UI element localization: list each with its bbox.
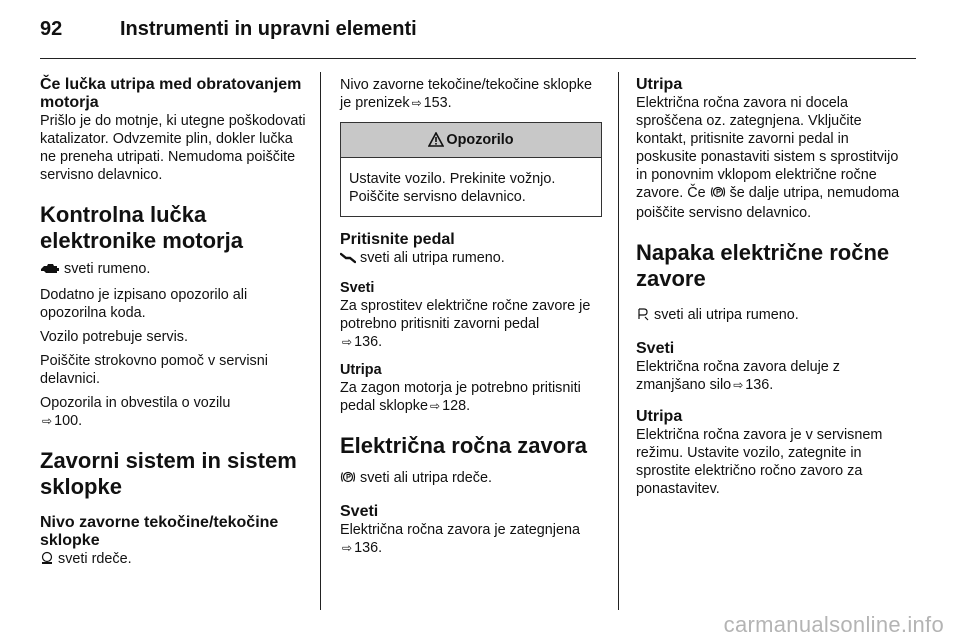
page-ref-arrow-icon: ⇨ [411, 96, 422, 110]
brake-fluid-icon [40, 551, 54, 570]
heading-electric-parking-brake: Električna ročna zavora [340, 433, 588, 458]
paragraph-not-released [636, 94, 906, 222]
heading-flashing-3: Utripa [636, 76, 683, 93]
fluid-light-text: sveti rdeče. [58, 551, 132, 567]
paragraph-service-needed: Vozilo potrebuje servis. [40, 329, 188, 345]
paragraph-seek-help: Poiščite strokovno pomoč v servisni delavnici. [40, 353, 268, 387]
park-light-line [340, 469, 606, 489]
page-number: 92 [40, 18, 63, 40]
paragraph-warning-code: Dodatno je izpisano opozorilo ali opozorilna koda. [40, 287, 248, 321]
column-middle [340, 76, 606, 557]
pedal-light-line [340, 249, 606, 269]
paragraph-service-mode: Električna ročna zavora je v servisnem režimu. Ustavite vozilo, zategnite in sprostite električno ročno zavoro za ponastavitev. [636, 427, 883, 497]
page-ref-arrow-icon: ⇨ [42, 414, 53, 428]
heading-lit-3: Sveti [636, 340, 675, 357]
pedal-icon [340, 251, 356, 269]
paragraph-brake-applied [340, 521, 606, 557]
watermark: carmanualsonline.info [723, 612, 944, 637]
paragraph-catalyst: Prišlo je do motnje, ki utegne poškodovati katalizator. Odvzemite plin, dokler lučka ne preneha utripati. Nemudoma poiščite servisno delavnico. [40, 113, 306, 183]
page-title: Instrumenti in upravni elementi [120, 18, 417, 40]
warning-title: Opozorilo [446, 132, 514, 148]
column-right [636, 76, 906, 498]
page-ref-link[interactable]: 100. [54, 413, 83, 429]
page-ref-link[interactable]: 136. [354, 540, 383, 556]
engine-light-line [40, 260, 310, 280]
heading-lit: Sveti [340, 280, 375, 296]
heading-brake-clutch-system: Zavorni sistem in sistem sklopke [40, 448, 297, 499]
parking-brake-icon [710, 185, 726, 204]
warning-body: Ustavite vozilo. Prekinite vožnjo. Poiščite servisno delavnico. [349, 171, 556, 205]
heading-lit-2: Sveti [340, 503, 379, 520]
page-ref-link[interactable]: 136. [745, 377, 774, 393]
column-divider [320, 72, 321, 610]
page-ref-arrow-icon: ⇨ [342, 541, 353, 555]
paragraph-start-engine [340, 379, 606, 415]
fault-light-line [636, 306, 906, 326]
warning-box-header [341, 123, 601, 158]
header-rule [40, 58, 916, 59]
fluid-light-line [40, 550, 310, 570]
column-divider [618, 72, 619, 610]
fluid-low-text: Nivo zavorne tekočine/tekočine sklopke je prenizek [340, 77, 592, 111]
page-ref-arrow-icon: ⇨ [733, 378, 744, 392]
messages-ref-text: Opozorila in obvestila o vozilu [40, 395, 231, 411]
not-released-text: Električna ročna zavora ni docela sproščena oz. zategnjena. Vključite kontakt, pritisnite zavorni pedal in poskusite ponastaviti sistem s sprostitvijo in ponovnim vklopom električne ročne zavore. Če [636, 95, 899, 201]
page-ref-link[interactable]: 136. [354, 334, 383, 350]
not-released-text-end: še dalje utripa, nemudoma poiščite servisno delavnico. [636, 185, 900, 221]
heading-flashing-while-running: Če lučka utripa med obratovanjem motorja [40, 76, 302, 111]
paragraph-messages-ref [40, 394, 310, 430]
engine-light-text: sveti rumeno. [64, 261, 151, 277]
paragraph-reduced-force [636, 358, 906, 394]
warning-triangle-icon [428, 132, 444, 147]
paragraph-release-brake [340, 297, 606, 351]
fault-light-text: sveti ali utripa rumeno. [654, 307, 799, 323]
page-ref-link[interactable]: 128. [442, 398, 471, 414]
page-ref-arrow-icon: ⇨ [342, 335, 353, 349]
heading-engine-electronics-light: Kontrolna lučka elektronike motorja [40, 202, 243, 253]
heading-flashing: Utripa [340, 362, 382, 378]
start-engine-text: Za zagon motorja je potrebno pritisniti pedal sklopke [340, 380, 581, 414]
reduced-force-text: Električna ročna zavora deluje z zmanjšano silo [636, 359, 840, 393]
park-light-text: sveti ali utripa rdeče. [360, 470, 492, 486]
heading-parking-brake-fault: Napaka električne ročne zavore [636, 240, 890, 291]
heading-flashing-4: Utripa [636, 408, 683, 425]
brake-applied-text: Električna ročna zavora je zategnjena [340, 522, 580, 538]
paragraph-fluid-low [340, 76, 606, 112]
pedal-light-text: sveti ali utripa rumeno. [360, 250, 505, 266]
heading-press-pedal: Pritisnite pedal [340, 231, 455, 248]
engine-icon [40, 262, 60, 280]
page-ref-arrow-icon: ⇨ [430, 399, 441, 413]
page-ref-link[interactable]: 153. [423, 95, 452, 111]
brake-fault-icon [636, 307, 650, 326]
warning-box [340, 122, 602, 217]
parking-brake-icon [340, 470, 356, 489]
heading-fluid-level: Nivo zavorne tekočine/tekočine sklopke [40, 514, 279, 549]
release-brake-text: Za sprostitev električne ročne zavore je potrebno pritisniti zavorni pedal [340, 298, 591, 332]
column-left [40, 76, 310, 570]
